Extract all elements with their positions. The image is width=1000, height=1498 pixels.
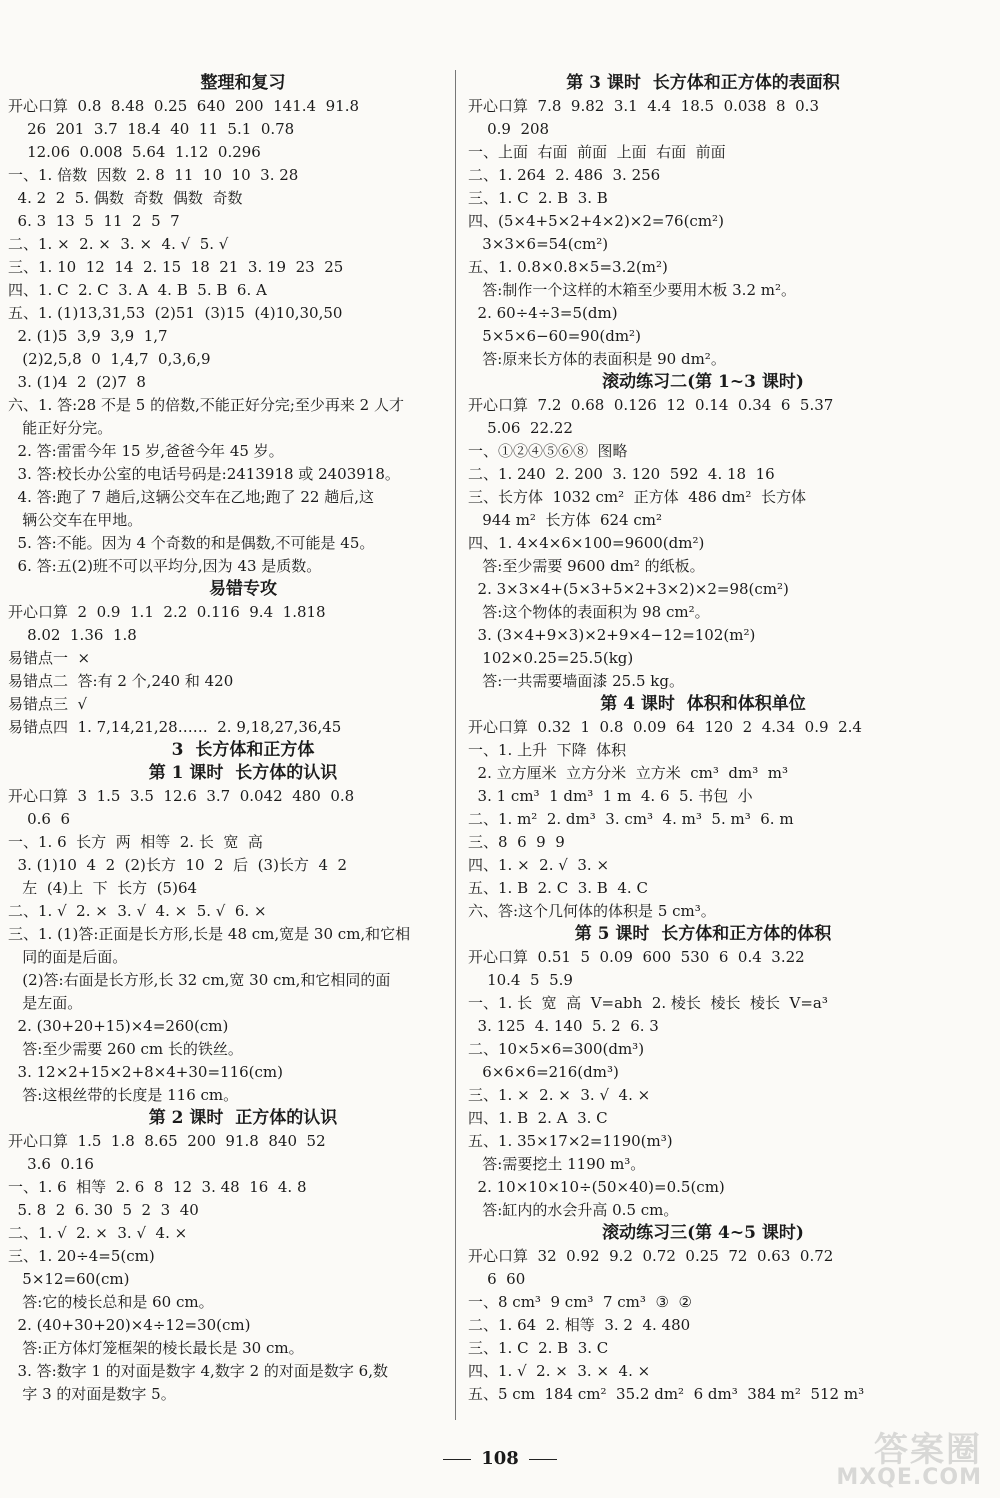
answer-line: 944 m² 长方体 624 cm² — [468, 511, 663, 529]
answer-line: 易错点四 1. 7,14,21,28…… 2. 9,18,27,36,45 — [8, 718, 342, 736]
answer-line: 二、1. 64 2. 相等 3. 2 4. 480 — [468, 1316, 691, 1334]
answer-line: 26 201 3.7 18.4 40 11 5.1 0.78 — [8, 120, 295, 138]
answer-line: 二、1. √ 2. × 3. √ 4. × 5. √ 6. × — [8, 902, 267, 920]
answer-line: 2. 立方厘米 立方分米 立方米 cm³ dm³ m³ — [468, 764, 789, 782]
answer-line: 3. 答:校长办公室的电话号码是:2413918 或 2403918。 — [8, 465, 400, 483]
answer-line: 开心口算 1.5 1.8 8.65 200 91.8 840 52 — [8, 1132, 326, 1150]
answer-line: 5. 答:不能。因为 4 个奇数的和是偶数,不可能是 45。 — [8, 534, 375, 552]
answer-line: 12.06 0.008 5.64 1.12 0.296 — [8, 143, 261, 161]
answer-line: 开心口算 7.2 0.68 0.126 12 0.14 0.34 6 5.37 — [468, 396, 834, 414]
answer-line: 辆公交车在甲地。 — [8, 511, 143, 529]
answer-line: 3.6 0.16 — [8, 1155, 94, 1173]
answer-line: 一、1. 6 长方 两 相等 2. 长 宽 高 — [8, 833, 263, 851]
section-title: 第 2 课时 正方体的认识 — [148, 1108, 338, 1128]
answer-line: 易错点三 √ — [8, 695, 88, 713]
answer-line: 四、1. 4×4×6×100=9600(dm²) — [468, 534, 705, 552]
answer-line: 一、1. 上升 下降 体积 — [468, 741, 627, 759]
answer-line: 3. (1)10 4 2 (2)长方 10 2 后 (3)长方 4 2 — [8, 856, 348, 874]
answer-line: 开心口算 0.8 8.48 0.25 640 200 141.4 91.8 — [8, 97, 360, 115]
answer-line: 答:原来长方体的表面积是 90 dm²。 — [468, 350, 726, 368]
answer-line: 5.06 22.22 — [468, 419, 573, 437]
answer-line: 6×6×6=216(dm³) — [468, 1063, 619, 1081]
answer-line: 三、1. × 2. × 3. √ 4. × — [468, 1086, 651, 1104]
answer-line: 2. 60÷4÷3=5(dm) — [468, 304, 618, 322]
answer-line: 答:制作一个这样的木箱至少要用木板 3.2 m²。 — [468, 281, 796, 299]
answer-line: 答:一共需要墙面漆 25.5 kg。 — [468, 672, 684, 690]
answer-line: 5×12=60(cm) — [8, 1270, 130, 1288]
answer-line: 五、1. (1)13,31,53 (2)51 (3)15 (4)10,30,50 — [8, 304, 343, 322]
answer-line: 2. (30+20+15)×4=260(cm) — [8, 1017, 229, 1035]
answer-line: 答:正方体灯笼框架的棱长最长是 30 cm。 — [8, 1339, 304, 1357]
answer-line: 左 (4)上 下 长方 (5)64 — [8, 879, 198, 897]
answer-line: 8.02 1.36 1.8 — [8, 626, 137, 644]
answer-line: 四、1. C 2. C 3. A 4. B 5. B 6. A — [8, 281, 267, 299]
answer-line: 同的面是后面。 — [8, 948, 128, 966]
answer-line: 二、1. √ 2. × 3. √ 4. × — [8, 1224, 188, 1242]
answer-line: 2. 答:雷雷今年 15 岁,爸爸今年 45 岁。 — [8, 442, 284, 460]
answer-line: 10.4 5 5.9 — [468, 971, 573, 989]
answer-line: 二、10×5×6=300(dm³) — [468, 1040, 645, 1058]
answer-line: 四、1. √ 2. × 3. × 4. × — [468, 1362, 651, 1380]
section-title: 滚动练习三(第 4~5 课时) — [602, 1223, 804, 1243]
watermark-logo — [818, 1420, 988, 1490]
answer-line: 3. 答:数字 1 的对面是数字 4,数字 2 的对面是数字 6,数 — [8, 1362, 388, 1380]
answer-line: 4. 2 2 5. 偶数 奇数 偶数 奇数 — [8, 189, 243, 207]
answer-line: 三、长方体 1032 cm² 正方体 486 dm² 长方体 — [468, 488, 806, 506]
answer-line: 三、1. 10 12 14 2. 15 18 21 3. 19 23 25 — [8, 258, 344, 276]
answer-line: 6. 答:五(2)班不可以平均分,因为 43 是质数。 — [8, 557, 322, 575]
answer-line: 答:至少需要 9600 dm² 的纸板。 — [468, 557, 705, 575]
page-number-text: 108 — [481, 1448, 519, 1469]
answer-line: 3×3×6=54(cm²) — [468, 235, 609, 253]
answer-line: 二、1. 240 2. 200 3. 120 592 4. 18 16 — [468, 465, 775, 483]
answer-line: 答:缸内的水会升高 0.5 cm。 — [468, 1201, 679, 1219]
answer-line: 答:它的棱长总和是 60 cm。 — [8, 1293, 214, 1311]
answer-line: 开心口算 3 1.5 3.5 12.6 3.7 0.042 480 0.8 — [8, 787, 355, 805]
answer-line: 三、8 6 9 9 — [468, 833, 565, 851]
answer-line: 二、1. m² 2. dm³ 3. cm³ 4. m³ 5. m³ 6. m — [468, 810, 794, 828]
answer-line: 一、1. 倍数 因数 2. 8 11 10 10 3. 28 — [8, 166, 299, 184]
answer-line: 答:这根丝带的长度是 116 cm。 — [8, 1086, 239, 1104]
answer-line: 3. (1)4 2 (2)7 8 — [8, 373, 146, 391]
watermark-title: 答案圈 — [874, 1430, 982, 1470]
answer-line: 二、1. 264 2. 486 3. 256 — [468, 166, 661, 184]
answer-line: 五、1. 35×17×2=1190(m³) — [468, 1132, 673, 1150]
answer-line: 易错点二 答:有 2 个,240 和 420 — [8, 672, 234, 690]
section-title: 滚动练习二(第 1~3 课时) — [602, 372, 804, 392]
answer-line: 一、1. 长 宽 高 V=abh 2. 棱长 棱长 棱长 V=a³ — [468, 994, 828, 1012]
answer-line: 2. 3×3×4+(5×3+5×2+3×2)×2=98(cm²) — [468, 580, 789, 598]
section-title: 3 长方体和正方体 — [171, 740, 315, 760]
answer-line: 三、1. 20÷4=5(cm) — [8, 1247, 155, 1265]
section-title: 第 1 课时 长方体的认识 — [148, 763, 338, 783]
answer-line: 开心口算 2 0.9 1.1 2.2 0.116 9.4 1.818 — [8, 603, 326, 621]
answer-line: 四、1. × 2. √ 3. × — [468, 856, 610, 874]
answer-line: 5×5×6−60=90(dm²) — [468, 327, 641, 345]
answer-line: 五、1. 0.8×0.8×5=3.2(m²) — [468, 258, 668, 276]
answer-line: 六、1. 答:28 不是 5 的倍数,不能正好分完;至少再来 2 人才 — [8, 396, 404, 414]
answer-line: (2)2,5,8 0 1,4,7 0,3,6,9 — [8, 350, 211, 368]
answer-line: (2)答:右面是长方形,长 32 cm,宽 30 cm,和它相同的面 — [8, 971, 391, 989]
answer-line: 6 60 — [468, 1270, 526, 1288]
answer-line: 字 3 的对面是数字 5。 — [8, 1385, 176, 1403]
answer-line: 能正好分完。 — [8, 419, 113, 437]
answer-line: 是左面。 — [8, 994, 83, 1012]
answer-line: 开心口算 7.8 9.82 3.1 4.4 18.5 0.038 8 0.3 — [468, 97, 819, 115]
answer-line: 开心口算 32 0.92 9.2 0.72 0.25 72 0.63 0.72 — [468, 1247, 834, 1265]
section-title: 第 5 课时 长方体和正方体的体积 — [574, 924, 832, 944]
left-column — [8, 72, 478, 1406]
answer-line: 0.6 6 — [8, 810, 71, 828]
answer-line: 四、(5×4+5×2+4×2)×2=76(cm²) — [468, 212, 724, 230]
answer-line: 一、1. 6 相等 2. 6 8 12 3. 48 16 4. 8 — [8, 1178, 307, 1196]
answer-line: 2. 10×10×10÷(50×40)=0.5(cm) — [468, 1178, 725, 1196]
answer-line: 五、1. B 2. C 3. B 4. C — [468, 879, 648, 897]
answer-line: 三、1. C 2. B 3. B — [468, 189, 608, 207]
section-title: 整理和复习 — [200, 73, 286, 93]
right-column — [468, 72, 938, 1406]
answer-line: 2. (1)5 3,9 3,9 1,7 — [8, 327, 168, 345]
answer-line: 一、①②④⑤⑥⑧ 图略 — [468, 442, 628, 460]
answer-line: 二、1. × 2. × 3. × 4. √ 5. √ — [8, 235, 229, 253]
answer-line: 开心口算 0.51 5 0.09 600 530 6 0.4 3.22 — [468, 948, 805, 966]
answer-line: 答:需要挖土 1190 m³。 — [468, 1155, 646, 1173]
answer-line: 答:这个物体的表面积为 98 cm²。 — [468, 603, 710, 621]
section-title: 第 4 课时 体积和体积单位 — [600, 694, 806, 714]
answer-line: 开心口算 0.32 1 0.8 0.09 64 120 2 4.34 0.9 2.4 — [468, 718, 862, 736]
answer-line: 三、1. C 2. B 3. C — [468, 1339, 609, 1357]
watermark-url: MXQE.COM — [836, 1465, 982, 1490]
answer-line: 一、8 cm³ 9 cm³ 7 cm³ ③ ② — [468, 1293, 692, 1311]
answer-line: 3. 12×2+15×2+8×4+30=116(cm) — [8, 1063, 283, 1081]
section-title: 第 3 课时 长方体和正方体的表面积 — [566, 73, 840, 93]
answer-line: 五、5 cm 184 cm² 35.2 dm² 6 dm³ 384 m² 512 m³ — [468, 1385, 865, 1403]
page-number-dash-right — [529, 1459, 557, 1460]
answer-line: 三、1. (1)答:正面是长方形,长是 48 cm,宽是 30 cm,和它相 — [8, 925, 411, 943]
answer-line: 3. 1 cm³ 1 dm³ 1 m 4. 6 5. 书包 小 — [468, 787, 753, 805]
answer-line: 4. 答:跑了 7 趟后,这辆公交车在乙地;跑了 22 趟后,这 — [8, 488, 374, 506]
answer-line: 答:至少需要 260 cm 长的铁丝。 — [8, 1040, 243, 1058]
answer-line: 102×0.25=25.5(kg) — [468, 649, 634, 667]
answer-line: 3. (3×4+9×3)×2+9×4−12=102(m²) — [468, 626, 756, 644]
answer-line: 6. 3 13 5 11 2 5 7 — [8, 212, 180, 230]
answer-line: 5. 8 2 6. 30 5 2 3 40 — [8, 1201, 199, 1219]
page-number-dash-left — [443, 1459, 471, 1460]
answer-line: 一、上面 右面 前面 上面 右面 前面 — [468, 143, 726, 161]
answer-line: 3. 125 4. 140 5. 2 6. 3 — [468, 1017, 659, 1035]
answer-line: 0.9 208 — [468, 120, 550, 138]
answer-line: 四、1. B 2. A 3. C — [468, 1109, 608, 1127]
section-title: 易错专攻 — [209, 579, 277, 599]
answer-line: 2. (40+30+20)×4÷12=30(cm) — [8, 1316, 251, 1334]
answer-line: 易错点一 × — [8, 649, 91, 667]
answer-line: 六、答:这个几何体的体积是 5 cm³。 — [468, 902, 716, 920]
